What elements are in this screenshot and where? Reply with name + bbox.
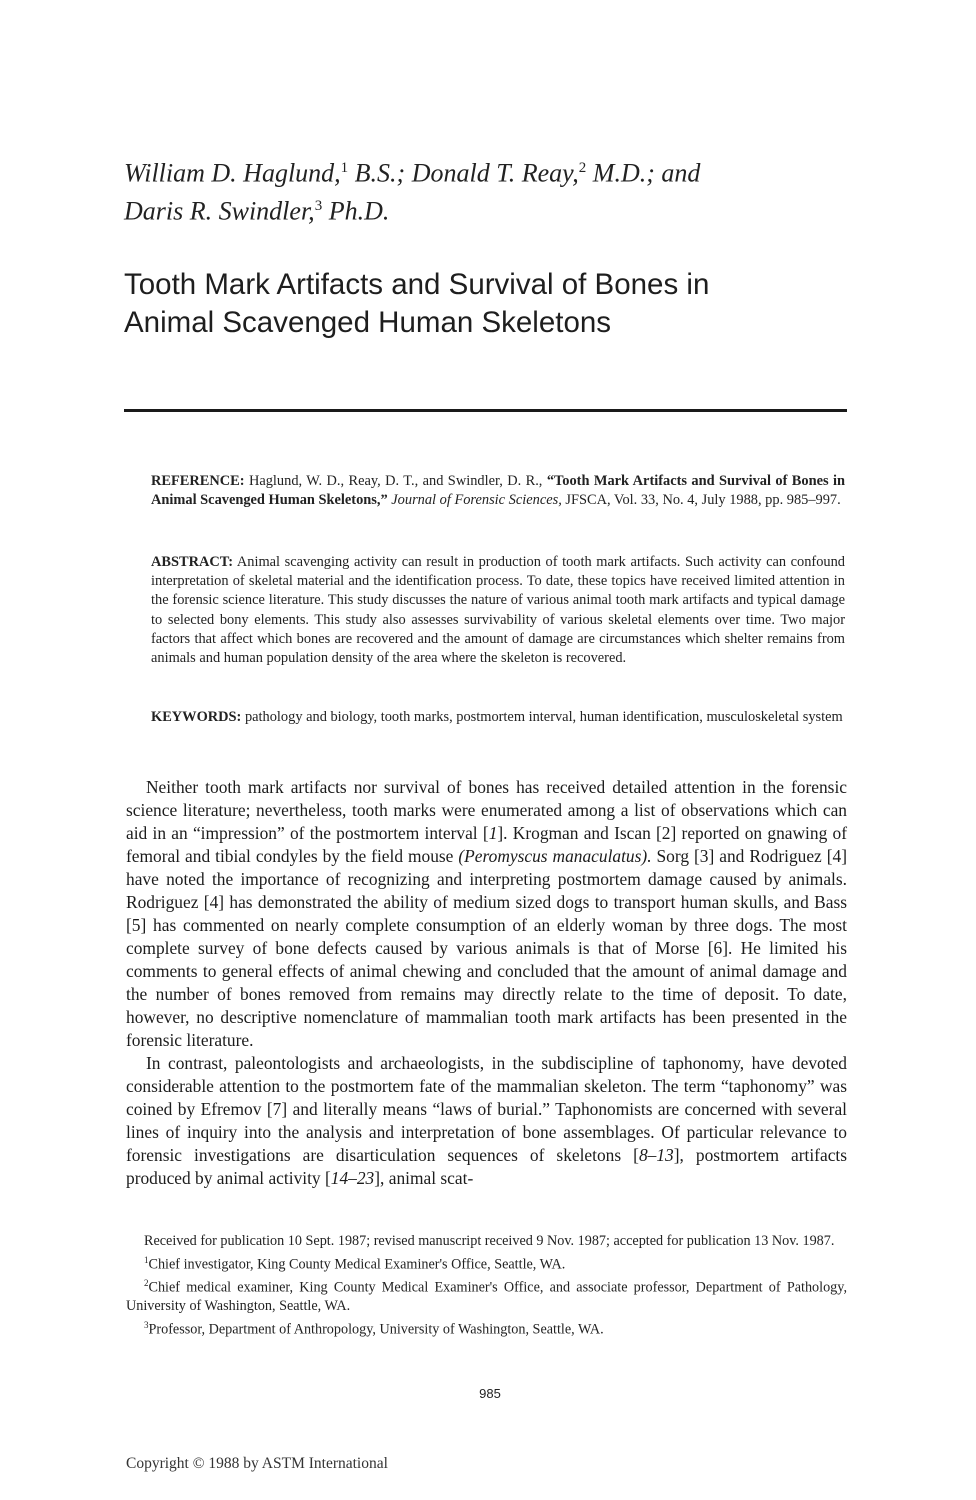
paragraph-text: Neither tooth mark artifacts nor survival of bones has received detailed attention in the forensic science literature; nevertheless, tooth marks were enumerated among a list of observations which can aid in an “impression” of the postmortem interval [ bbox=[126, 777, 847, 843]
author-line-1 bbox=[124, 152, 884, 190]
citation-ref: 1 bbox=[488, 823, 498, 843]
copyright-notice: Copyright © 1988 by ASTM International bbox=[126, 1455, 388, 1472]
footnote-marker: 3 bbox=[144, 1319, 149, 1330]
reference-title: “Tooth Mark Artifacts and Survival of Bones in Animal Scavenged Human Skeletons,” bbox=[151, 473, 845, 509]
paragraph-text: Sorg [3] and Rodriguez [4] have noted the importance of recognizing and interpreting postmortem damage caused by animals. Rodriguez [4] has demonstrated the ability of medium sized dogs to transport human skulls, and Bass [5] has commented on nearly complete consumption of an elderly woman by three dogs. The most complete survey of bone defects caused by various animals is that of Morse [6]. He limited his comments to general effects of animal chewing and concluded that the amount of animal damage and the number of bones removed from remains may directly relate to the time of deposit. To date, however, no descriptive nomenclature of mammalian tooth mark artifacts has been presented in the forensic literature. bbox=[126, 846, 848, 1050]
author-degree: M.D.; and bbox=[586, 158, 701, 188]
reference-journal: Journal of Forensic Sciences, bbox=[387, 492, 562, 509]
author-degree: Ph.D. bbox=[322, 196, 390, 226]
footnote-2 bbox=[126, 1274, 847, 1316]
affiliation-marker: 3 bbox=[314, 197, 323, 214]
abstract-label: ABSTRACT: bbox=[151, 554, 234, 570]
author-name: William D. Haglund, bbox=[124, 158, 341, 188]
footnote-marker: 1 bbox=[144, 1254, 149, 1265]
affiliation-marker: 2 bbox=[578, 160, 587, 176]
keywords-block bbox=[151, 708, 845, 727]
reference-block bbox=[151, 472, 845, 510]
footnote-text: Chief investigator, King County Medical Examiner's Office, Seattle, WA. bbox=[148, 1256, 566, 1273]
paragraph-text: ]. Krogman and Iscan [2] reported on gnawing of femoral and tibial condyles by the field mouse bbox=[126, 823, 848, 866]
affiliation-marker: 1 bbox=[340, 160, 349, 176]
abstract-block bbox=[151, 553, 845, 668]
title-divider bbox=[124, 409, 847, 412]
author-name: Daris R. Swindler, bbox=[124, 196, 315, 226]
paragraph bbox=[126, 776, 847, 1052]
footnote-text: Chief medical examiner, King County Medical Examiner's Office, and associate professor, Department of Pathology, University of Washington, Seattle, WA. bbox=[126, 1279, 847, 1315]
footnote-text: Professor, Department of Anthropology, University of Washington, Seattle, WA. bbox=[148, 1321, 604, 1338]
reference-authors: Haglund, W. D., Reay, D. T., and Swindler, D. R., bbox=[244, 473, 547, 489]
paragraph bbox=[126, 1052, 847, 1190]
title-line: Tooth Mark Artifacts and Survival of Bones in bbox=[124, 268, 710, 301]
body-text bbox=[126, 776, 847, 1190]
footnote-1 bbox=[126, 1251, 847, 1274]
author-line-2 bbox=[124, 190, 884, 228]
author-list bbox=[124, 152, 884, 227]
author-name: Donald T. Reay, bbox=[411, 158, 579, 188]
citation-ref: 14–23 bbox=[330, 1168, 375, 1188]
footnote-marker: 2 bbox=[144, 1277, 149, 1288]
title-line: Animal Scavenged Human Skeletons bbox=[124, 306, 612, 339]
received-note: Received for publication 10 Sept. 1987; revised manuscript received 9 Nov. 1987; accepted for publication 13 Nov. 1987. bbox=[144, 1233, 835, 1249]
species-name: (Peromyscus manaculatus). bbox=[458, 846, 652, 866]
paragraph-text: ], animal scat- bbox=[374, 1168, 474, 1188]
footnote-3 bbox=[126, 1316, 847, 1339]
footnotes bbox=[126, 1232, 847, 1339]
citation-ref: 8–13 bbox=[638, 1145, 674, 1165]
keywords-text: pathology and biology, tooth marks, postmortem interval, human identification, musculoskeletal system bbox=[241, 709, 843, 725]
reference-details: JFSCA, Vol. 33, No. 4, July 1988, pp. 985–997. bbox=[561, 492, 841, 509]
reference-label: REFERENCE: bbox=[151, 473, 245, 489]
paragraph-text: In contrast, paleontologists and archaeologists, in the subdiscipline of taphonomy, have devoted considerable attention to the postmortem fate of the mammalian skeleton. The term “taphonomy” was coined by Efremov [7] and literally means “laws of burial.” Taphonomists are concerned with several lines of inquiry into the analysis and interpretation of bone assemblages. Of particular relevance to forensic investigations are disarticulation sequences of skeletons [ bbox=[126, 1053, 847, 1165]
paper-title bbox=[124, 266, 884, 342]
abstract-text: Animal scavenging activity can result in production of tooth mark artifacts. Such activity can confound interpretation of skeletal material and the identification process. To date, these topics have received limited attention in the forensic science literature. This study discusses the nature of various animal tooth mark artifacts and typical damage to selected bony elements. This study also assesses survivability of various skeletal elements over time. Two major factors that affect which bones are recovered and the amount of damage are circumstances which shelter remains from animals and human population density of the area where the skeleton is recovered. bbox=[151, 554, 845, 667]
page-number: 985 bbox=[479, 1386, 501, 1401]
author-degree: B.S.; bbox=[348, 158, 412, 188]
keywords-label: KEYWORDS: bbox=[151, 709, 242, 725]
paragraph-text: ], postmortem artifacts produced by animal activity [ bbox=[126, 1145, 848, 1188]
